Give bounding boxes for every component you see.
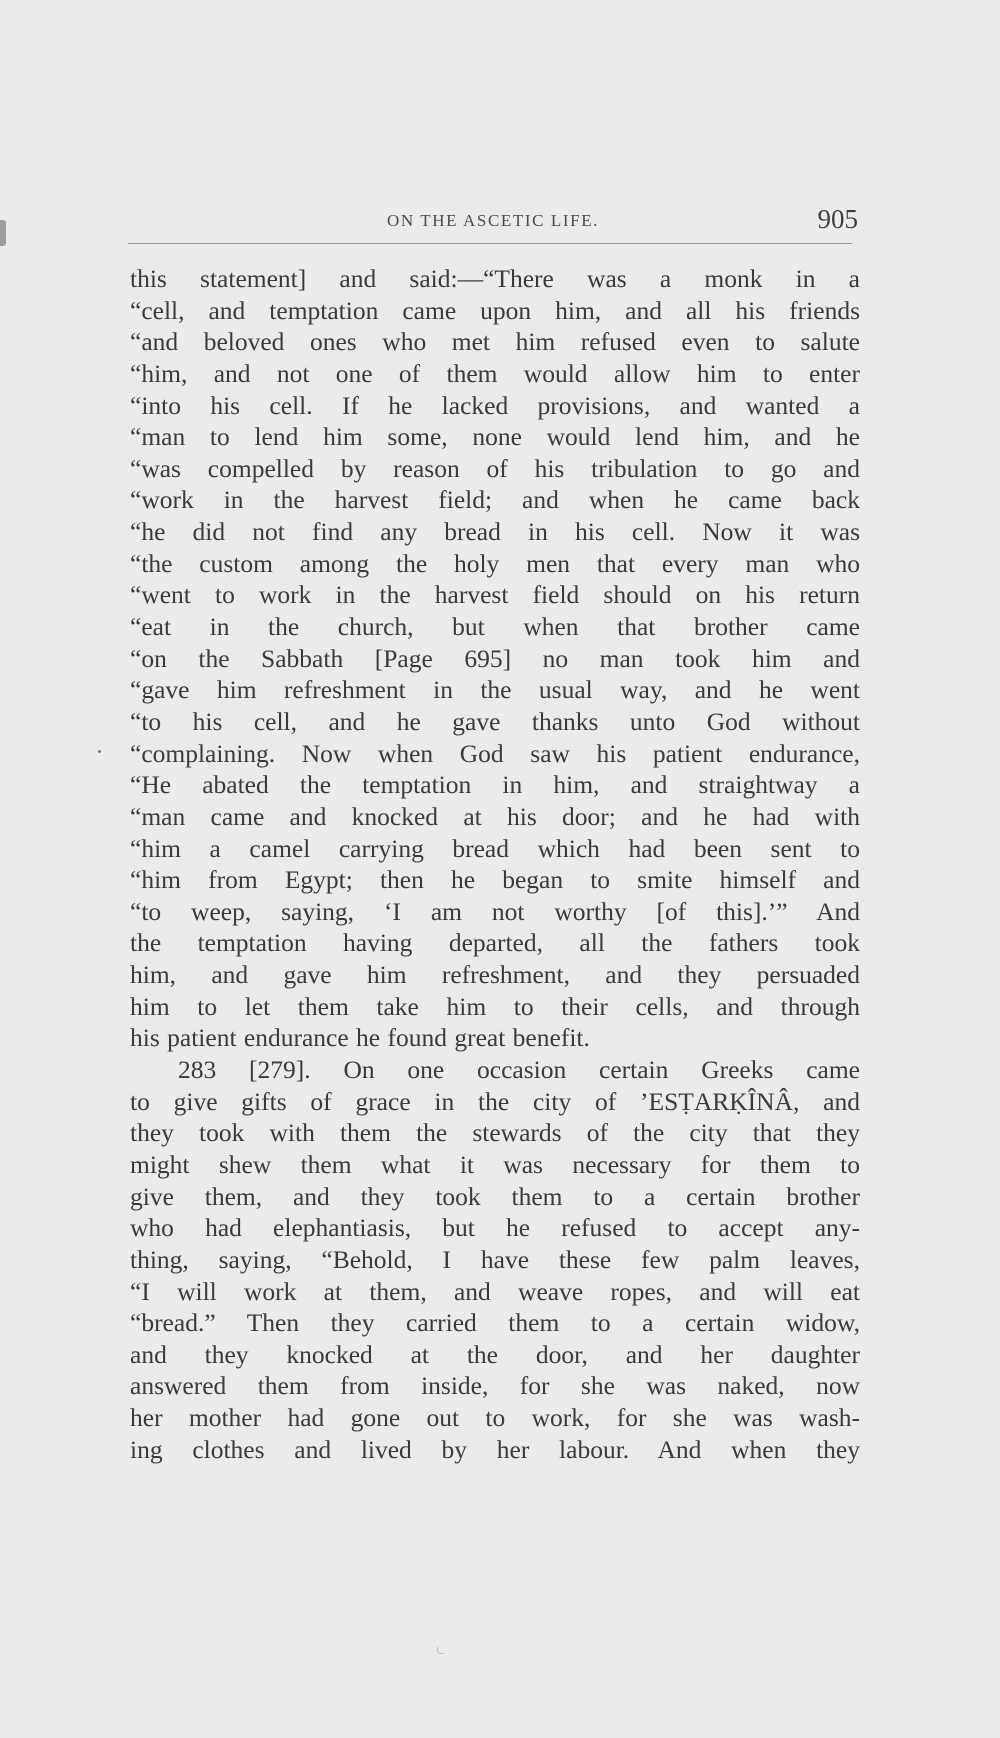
text-line: “went to work in the harvest field should on his return [130, 580, 860, 610]
text-line: “was compelled by reason of his tribulation to go and [130, 453, 860, 483]
running-head: ON THE ASCETIC LIFE. [386, 211, 600, 230]
text-line: “He abated the temptation in him, and straightway a [130, 770, 860, 800]
margin-mark [98, 750, 101, 753]
text-line: “I will work at them, and weave ropes, and will eat [130, 1276, 860, 1306]
text-line: “work in the harvest field; and when he came back [130, 485, 860, 515]
text-line: “him, and not one of them would allow him to enter [130, 358, 860, 388]
page-header [128, 204, 858, 247]
text-line: thing, saying, “Behold, I have these few palm leaves, [130, 1244, 860, 1274]
text-line: “him from Egypt; then he began to smite himself and [130, 865, 860, 895]
text-line: and they knocked at the door, and her daughter [130, 1339, 860, 1369]
text-line: give them, and they took them to a certain brother [130, 1181, 860, 1211]
text-line: her mother had gone out to work, for she was wash- [130, 1403, 860, 1433]
text-line: they took with them the stewards of the city that they [130, 1118, 860, 1148]
text-line: his patient endurance he found great benefit. [130, 1023, 590, 1053]
text-line: the temptation having departed, all the fathers took [130, 928, 860, 958]
body-text [130, 263, 860, 1465]
text-line: answered them from inside, for she was naked, now [130, 1371, 860, 1401]
text-line: “and beloved ones who met him refused even to salute [130, 327, 860, 357]
page-edge-mark [0, 220, 6, 246]
text-line: “to his cell, and he gave thanks unto God without [130, 706, 860, 736]
text-line: “cell, and temptation came upon him, and all his friends [130, 295, 860, 325]
text-line: “on the Sabbath [Page 695] no man took him and [130, 643, 860, 673]
text-line: “bread.” Then they carried them to a certain widow, [130, 1308, 860, 1338]
text-line: “he did not find any bread in his cell. Now it was [130, 517, 860, 547]
text-line: “man to lend him some, none would lend him, and he [130, 422, 860, 452]
text-line: “gave him refreshment in the usual way, and he went [130, 675, 860, 705]
text-line: “him a camel carrying bread which had been sent to [130, 833, 860, 863]
text-line: “to weep, saying, ‘I am not worthy [of this].’” And [130, 896, 860, 926]
stray-mark [437, 1647, 444, 1654]
text-line: to give gifts of grace in the city of ’ESṬARḲÎNÂ, and [130, 1086, 860, 1116]
text-line: “complaining. Now when God saw his patient endurance, [130, 738, 860, 768]
text-line: him to let them take him to their cells, and through [130, 991, 860, 1021]
text-line: might shew them what it was necessary for them to [130, 1149, 860, 1179]
text-line: “into his cell. If he lacked provisions, and wanted a [130, 390, 860, 420]
text-line: who had elephantiasis, but he refused to accept any- [130, 1213, 860, 1243]
header-rule [128, 243, 852, 244]
text-line: him, and gave him refreshment, and they persuaded [130, 960, 860, 990]
page-number: 905 [817, 204, 858, 234]
paragraph-start-line: 283 [279]. On one occasion certain Greeks came [178, 1055, 860, 1085]
text-line: “man came and knocked at his door; and he had with [130, 801, 860, 831]
text-line: ing clothes and lived by her labour. And when they [130, 1434, 860, 1464]
text-line: this statement] and said:—“There was a monk in a [130, 264, 860, 293]
text-line: “eat in the church, but when that brother came [130, 612, 860, 642]
text-line: “the custom among the holy men that every man who [130, 548, 860, 578]
